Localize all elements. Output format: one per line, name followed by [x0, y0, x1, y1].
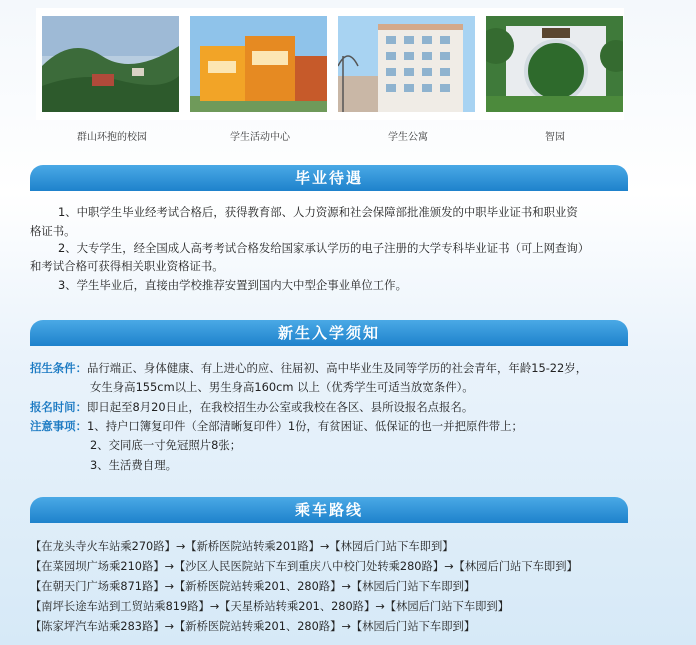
- graduation-item-1-line-2: 格证书。: [30, 224, 76, 238]
- routes-section-title: 乘车路线: [30, 497, 628, 523]
- admission-time: [30, 397, 473, 417]
- admission-time-label: 报名时间：: [30, 400, 87, 414]
- admission-conditions-text: 品行端正、身体健康、有上进心的应、往届初、高中毕业生及同等学历的社会青年，年龄15-22岁，: [86, 361, 588, 375]
- graduation-section-title: 毕业待遇: [30, 165, 628, 191]
- dormitory-photo: [338, 16, 475, 112]
- route-item-2: 【在菜园坝广场乘210路】→【沙区人民医院站下车到重庆八中校门处转乘280路】→【林园后门站下车即到】: [30, 560, 578, 573]
- activity-center-photo: [190, 16, 327, 112]
- graduation-item-2-line-2: 和考试合格可获得相关职业资格证书。: [30, 259, 224, 273]
- graduation-item-1-line-1: 1、中职学生毕业经考试合格后，获得教育部、人力资源和社会保障部批准颁发的中职毕业证书和职业资: [58, 205, 578, 219]
- admission-note-2: 2、交同底一寸免冠照片8张；: [90, 438, 242, 452]
- route-item-3: 【在朝天门广场乘871路】→【新桥医院站转乘201、280路】→【林园后门站下车即到】: [30, 580, 476, 593]
- photo-caption-campus: 群山环抱的校园: [77, 132, 147, 143]
- graduation-item-3: 3、学生毕业后，直接由学校推荐安置到国内大中型企事业单位工作。: [58, 278, 407, 292]
- admission-conditions-line-2: 女生身高155cm以上、男生身高160cm 以上（优秀学生可适当放宽条件）。: [90, 380, 474, 394]
- admission-notes-label: 注意事项：: [30, 419, 87, 433]
- admission-notes: [30, 416, 523, 436]
- photo-caption-dormitory: 学生公寓: [388, 132, 428, 143]
- route-item-1: 【在龙头寺火车站乘270路】→【新桥医院站转乘201路】→【林园后门站下车即到】: [30, 540, 454, 553]
- route-item-5: 【陈家坪汽车站乘283路】→【新桥医院站转乘201、280路】→【林园后门站下车即到】: [30, 620, 476, 633]
- photo-strip: [36, 8, 624, 120]
- graduation-item-2-line-1: 2、大专学生，经全国成人高考考试合格发给国家承认学历的电子注册的大学专科毕业证书（可上网查询）: [58, 241, 590, 255]
- admission-conditions-label: 招生条件：: [30, 361, 87, 375]
- admission-note-1: 1、持户口簿复印件（全部清晰复印件）1份，有贫困证、低保证的也一并把原件带上；: [86, 419, 523, 433]
- admission-section-title: 新生入学须知: [30, 320, 628, 346]
- campus-photo: [42, 16, 179, 112]
- zhiyuan-garden-photo: [486, 16, 623, 112]
- route-item-4: 【南坪长途车站到工贸站乘819路】→【天星桥站转乘201、280路】→【林园后门站下车即到】: [30, 600, 510, 613]
- photo-caption-activity-center: 学生活动中心: [230, 132, 290, 143]
- admission-note-3: 3、生活费自理。: [90, 458, 177, 472]
- admission-time-text: 即日起至8月20日止，在我校招生办公室或我校在各区、县所设报名点报名。: [86, 400, 474, 414]
- admission-conditions: [30, 358, 587, 378]
- photo-caption-zhiyuan: 智园: [545, 132, 565, 143]
